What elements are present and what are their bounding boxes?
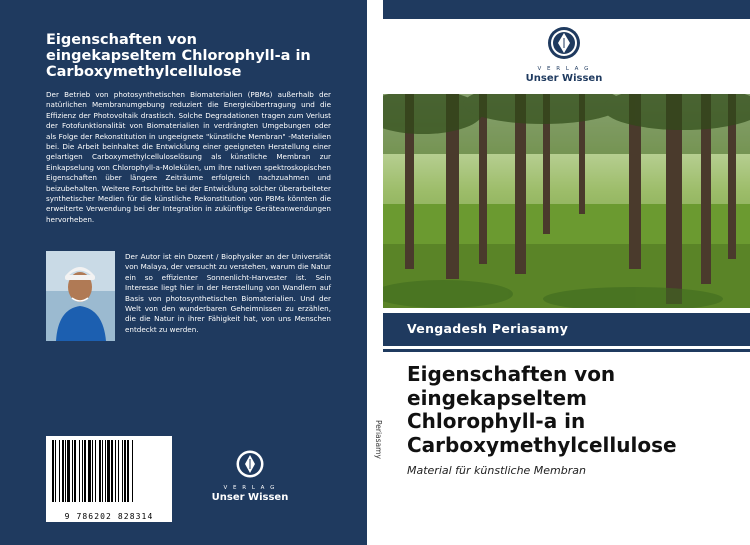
publisher-tagline: V E R L A G — [223, 485, 277, 491]
blurb-text: Der Betrieb von photosynthetischen Biomaterialien (PBMs) außerhalb der natürlichen Membranumgebung reduziert die Energieübertragung und die Effizienz der Photovoltaik drastisch. Solche Degradationen tragen zum Verlust der Fotofunktionalität von Biomaterialien in verdrängten Umgebungen oder als Folge der Rekonstitution in ungeeignete "künstliche Membran" -Materialien bei. Die Arbeit beinhaltet die Entwicklung einer geeigneten Herstellung einer gelartigen Carboxymethylcelluloselösung als künstliche Membran zur Einkapselung von Chlorophyll-a-Molekülen, um ihre nativen spektroskopischen Eigenschaften über längere Zeiträume erfolgreich nachzuahmen und beizubehalten. Weitere Fortschritte bei der Entwicklung solcher überarbeiteter synthetischer Medien für die künstliche Rekonstitution von PBMs könnten die erweiterte Verwendung bei der Integration in zukünftige Geräteanwendungen hervorheben. — [46, 90, 331, 224]
back-cover — [0, 0, 367, 545]
publisher-tagline: V E R L A G — [537, 66, 591, 72]
isbn-digits: 9 786202 828314 — [64, 512, 154, 521]
front-title-line: Chlorophyll-a in — [407, 409, 586, 433]
publisher-logo-front — [518, 26, 610, 84]
author-band — [383, 313, 750, 346]
front-title — [407, 363, 727, 457]
publisher-logo-back — [205, 449, 295, 503]
back-title-line: Eigenschaften von — [46, 32, 197, 48]
front-top-bar — [383, 0, 750, 19]
spine-author: Periasamy — [374, 420, 383, 459]
barcode — [46, 436, 172, 522]
author-bio: Der Autor ist ein Dozent / Biophysiker an der Universität von Malaya, der versucht zu verstehen, warum die Natur ein so effizienter Sonnenlicht-Harvester ist. Sein Interesse liegt hier in der Herstellung von Wandlern auf Basis von photosynthetischen Biomaterialien. Und der Welt von den wunderbaren Geheimnissen zu erzählen, die die Natur in ihrer Fähigkeit hat, von uns Menschen entdeckt zu werden. — [125, 252, 331, 334]
back-title-line: Carboxymethylcellulose — [46, 64, 242, 80]
front-subtitle: Material für künstliche Membran — [407, 464, 586, 477]
spine — [367, 0, 383, 545]
back-title-line: eingekapseltem Chlorophyll-a in — [46, 48, 311, 64]
front-title-line: Carboxymethylcellulose — [407, 432, 677, 457]
author-photo — [46, 251, 115, 341]
front-title-line: Eigenschaften von — [407, 362, 616, 386]
publisher-name: Unser Wissen — [525, 73, 603, 84]
front-author-name: Vengadesh Periasamy — [407, 321, 569, 336]
back-title — [46, 32, 346, 80]
publisher-name: Unser Wissen — [211, 492, 289, 503]
divider — [383, 349, 750, 352]
cover-forest-photo — [383, 94, 750, 308]
front-title-line: eingekapseltem — [407, 385, 587, 410]
pen-nib-icon — [235, 449, 265, 479]
pen-nib-icon — [547, 26, 581, 60]
